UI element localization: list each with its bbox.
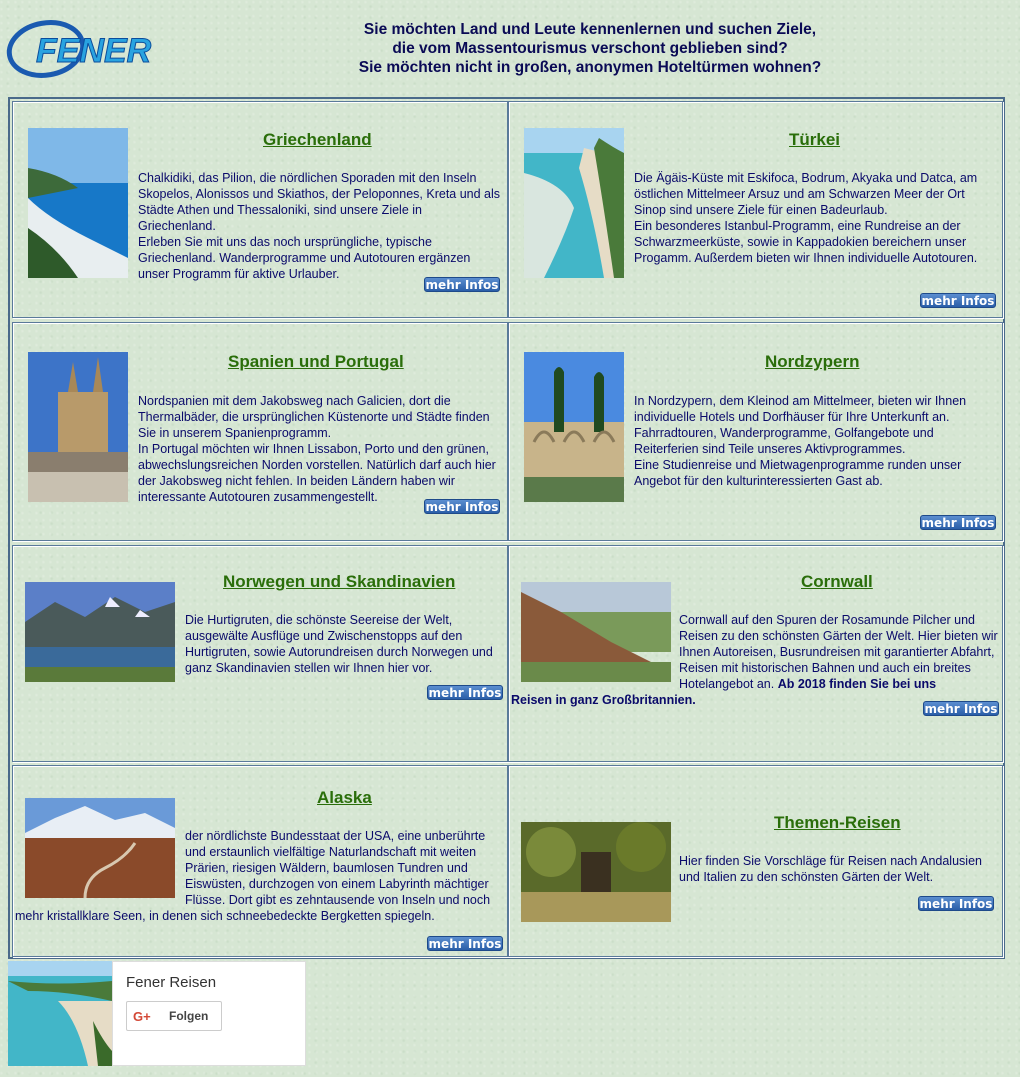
mehr-infos-tuerkei-button[interactable]: mehr Infos [921, 294, 995, 308]
card-cornwall [508, 545, 1003, 762]
text-spanien-portugal: Nordspanien mit dem Jakobsweg nach Galicien, dort die Thermalbäder, die ursprünglichen Küstenorte und Städte finden Sie in unserem Spanienprogramm. In Portugal möchten wir Ihnen Lissabon, Porto und den grünen, abwechslungsreichen Norden vorstellen. Natürlich darf auch hier der Jakobsweg nicht fehlen. In beiden Ländern haben wir interessante Autotouren zusammengestellt. [138, 394, 496, 504]
card-alaska [12, 765, 508, 957]
cornwall-photo[interactable] [521, 582, 671, 682]
card-tuerkei [508, 101, 1003, 318]
text-themen-reisen: Hier finden Sie Vorschläge für Reisen nach Andalusien und Italien zu den schönsten Gärten der Welt. [679, 854, 982, 884]
nordzypern-photo[interactable] [524, 352, 624, 502]
text-tuerkei: Die Ägäis-Küste mit Eskifoca, Bodrum, Akyaka und Datca, am östlichen Mittelmeer Arsuz und am Schwarzen Meer der Ort Sinop sind unsere Ziele für einen Badeurlaub. Ein besonderes Istanbul-Programm, eine Rundreise an der Schwarzmeerküste, sowie in Kappadokien bereichern unser Progamm. Außerdem bieten wir Ihnen individuelle Autotouren. [634, 171, 978, 265]
text-cornwall [679, 612, 999, 692]
header-intro [320, 20, 860, 77]
text-norwegen: Die Hurtigruten, die schönste Seereise der Welt, ausgewälte Ausflüge und Zwischenstopps auf den Hurtigruten, sowie Autorundreisen durch Norwegen und ganz Skandinavien stellen wir Ihnen hier vor. [185, 613, 493, 675]
social-page-name[interactable]: Fener Reisen [126, 974, 217, 991]
card-spanien-portugal [12, 322, 508, 541]
header-line-1: Sie möchten Land und Leute kennenlernen und suchen Ziele, [363, 21, 817, 38]
follow-button[interactable] [126, 1001, 222, 1031]
title-tuerkei[interactable]: Türkei [789, 130, 841, 149]
text-nordzypern: In Nordzypern, dem Kleinod am Mittelmeer, bieten wir Ihnen individuelle Hotels und Dorfhäuser für Ihre Unterkunft an. Fahrradtouren, Wanderprogramme, Golfangebote und Reiterferien sind Teile unseres Aktivprogrammes. Eine Studienreise und Mietwagenprogramme runden unser Angebot für den kulturinteressierten Gast ab. [634, 394, 967, 488]
title-cornwall[interactable]: Cornwall [801, 572, 873, 591]
card-norwegen [12, 545, 508, 762]
card-nordzypern [508, 322, 1003, 541]
header-line-3: Sie möchten nicht in großen, anonymen Hoteltürmen wohnen? [358, 59, 822, 76]
alaska-photo[interactable] [25, 798, 175, 898]
title-spanien-portugal[interactable]: Spanien und Portugal [228, 352, 404, 371]
social-cover-photo[interactable] [8, 961, 112, 1066]
mehr-infos-norwegen-button[interactable]: mehr Infos [428, 686, 502, 700]
text-alaska: der nördlichste Bundesstaat der USA, eine unberührte und erstaunlich vielfältige Naturlandschaft mit weiten Prärien, riesigen Wäldern, baumlosen Tundren und Eiswüsten, durchzogen von einem Labyrinth mächtiger Flüsse. Dort gibt es zehntausende von Inseln und noch [185, 829, 491, 907]
tuerkei-photo[interactable] [524, 128, 624, 278]
griechenland-photo[interactable] [28, 128, 128, 278]
mehr-infos-nordzypern-button[interactable]: mehr Infos [921, 516, 995, 530]
fener-logo[interactable] [6, 18, 176, 80]
mehr-infos-themen-button[interactable]: mehr Infos [919, 897, 993, 911]
norwegen-photo[interactable] [25, 582, 175, 682]
text-cornwall-bold-2: Reisen in ganz Großbritannien. [511, 693, 696, 707]
text-alaska-cont: mehr kristallklare Seen, in denen sich schneebedeckte Bergketten spiegeln. [15, 909, 435, 923]
google-plus-icon: G+ [133, 1009, 151, 1024]
mehr-infos-spanien-button[interactable]: mehr Infos [425, 500, 499, 514]
themen-reisen-photo[interactable] [521, 822, 671, 922]
title-norwegen[interactable]: Norwegen und Skandinavien [223, 572, 456, 591]
text-griechenland: Chalkidiki, das Pilion, die nördlichen Sporaden mit den Inseln Skopelos, Alonissos und Skiathos, der Peloponnes, Kreta und als Städte Athen und Thessaloniki, sind unsere Ziele in Griechenland. Erleben Sie mit uns das noch ursprüngliche, typische Griechenland. Wanderprogramme und Autotouren ergänzen unser Programm für aktive Urlauber. [138, 171, 501, 281]
text-cornwall-main: Cornwall auf den Spuren der Rosamunde Pilcher und Reisen zu den schönsten Gärten der Welt. Hier bieten wir Ihnen Autoreisen, Busrundreisen mit garantierter Abfahrt, Reisen mit historischen Bahnen und auch ein breites Hotelangebot an. [679, 613, 998, 691]
text-cornwall-bold: Ab 2018 finden Sie bei uns [777, 677, 937, 691]
mehr-infos-alaska-button[interactable]: mehr Infos [428, 937, 502, 951]
title-griechenland[interactable]: Griechenland [263, 130, 372, 149]
mehr-infos-griechenland-button[interactable]: mehr Infos [425, 278, 499, 292]
title-alaska[interactable]: Alaska [317, 788, 372, 807]
google-plus-badge [112, 961, 306, 1066]
spanien-photo[interactable] [28, 352, 128, 502]
card-griechenland [12, 101, 508, 318]
title-themen-reisen[interactable]: Themen-Reisen [774, 813, 901, 832]
title-nordzypern[interactable]: Nordzypern [765, 352, 860, 371]
svg-text:FENER: FENER [36, 32, 152, 70]
mehr-infos-cornwall-button[interactable]: mehr Infos [924, 702, 998, 716]
follow-label: Folgen [169, 1009, 209, 1023]
header-line-2: die vom Massentourismus verschont geblieben sind? [392, 40, 788, 57]
card-themen-reisen [508, 765, 1003, 957]
destinations-grid [8, 97, 1005, 959]
